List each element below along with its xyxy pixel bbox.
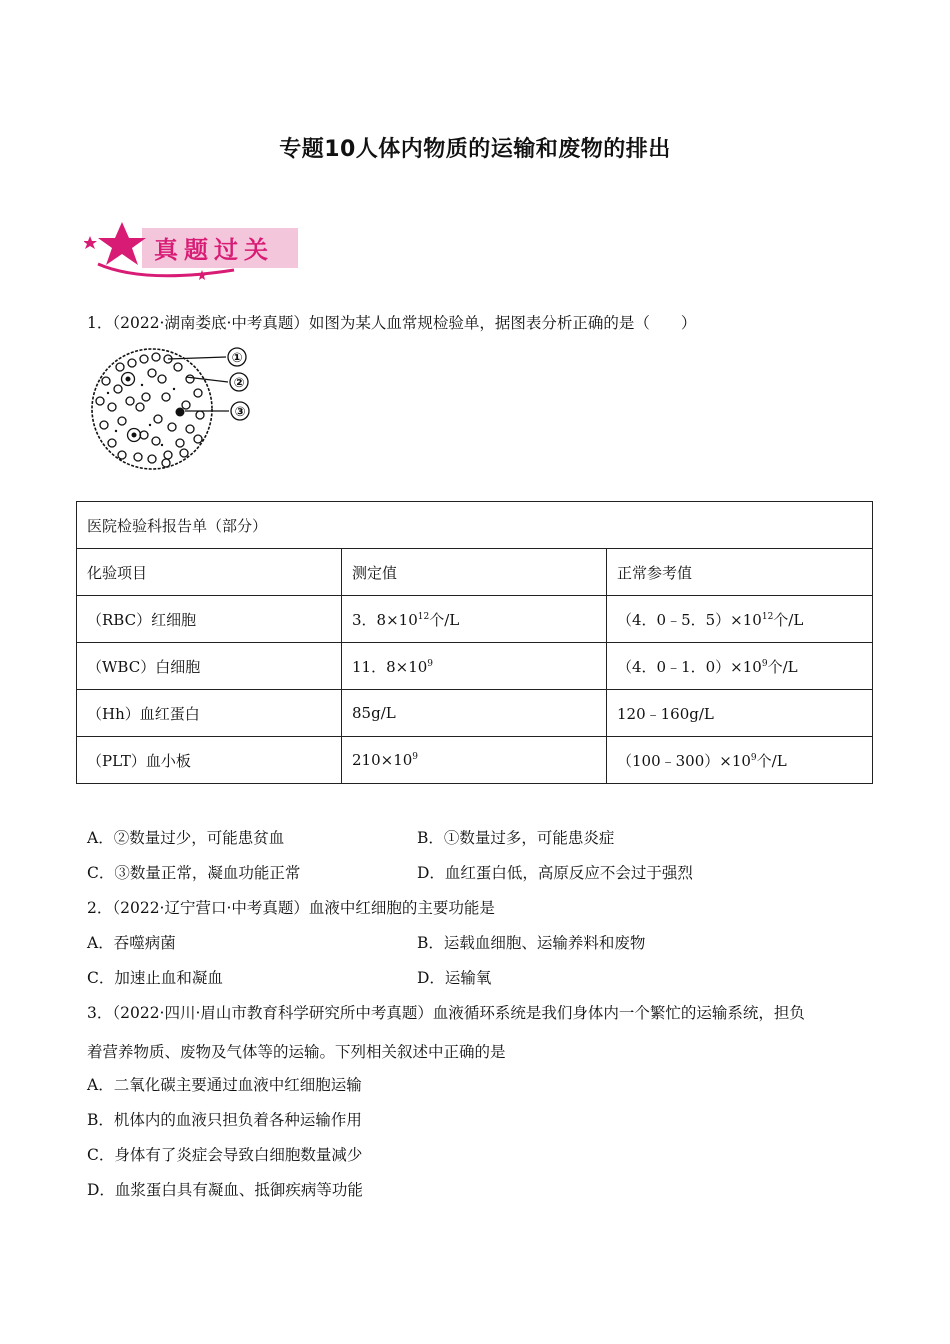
q2-option-c[interactable]: C．加速止血和凝血 bbox=[87, 969, 223, 987]
q1-stem: 1．（2022·湖南娄底·中考真题）如图为某人血常规检验单，据图表分析正确的是（ ） bbox=[87, 314, 697, 332]
page-title: 专题10人体内物质的运输和废物的排出 bbox=[279, 137, 671, 162]
q2-option-b[interactable]: B．运载血细胞、运输养料和废物 bbox=[417, 934, 646, 952]
q3-option-a[interactable]: A．二氧化碳主要通过血液中红细胞运输 bbox=[87, 1076, 362, 1094]
q2-option-a[interactable]: A．吞噬病菌 bbox=[87, 934, 176, 952]
q1-option-c[interactable]: C．③数量正常，凝血功能正常 bbox=[87, 864, 301, 882]
q1-option-d[interactable]: D．血红蛋白低，高原反应不会过于强烈 bbox=[417, 864, 693, 882]
cell-value: 85g/L bbox=[342, 690, 607, 737]
cell-value: 11．$8\times 10^9$ bbox=[342, 643, 607, 690]
q3-option-b[interactable]: B．机体内的血液只担负着各种运输作用 bbox=[87, 1111, 362, 1129]
cell-reference: 120﹣160g/L bbox=[607, 690, 873, 737]
label-1: ① bbox=[231, 351, 243, 366]
cell-value: $210\times 10^9$ bbox=[342, 737, 607, 784]
section-banner bbox=[84, 220, 300, 282]
cell-reference: $(100﹣300)\times 10^9$个/L bbox=[607, 737, 873, 784]
blood-cell-figure bbox=[82, 345, 262, 473]
label-2: ② bbox=[233, 376, 245, 391]
table-row bbox=[77, 737, 873, 784]
table-caption: 医院检验科报告单（部分） bbox=[77, 502, 873, 549]
q1-option-b[interactable]: B．①数量过多，可能患炎症 bbox=[417, 829, 615, 847]
cell-item: （Hh）血红蛋白 bbox=[77, 690, 342, 737]
label-3: ③ bbox=[234, 405, 246, 420]
table-row bbox=[77, 643, 873, 690]
cell-reference: （4．0﹣1．$0)\times 10^9$个/L bbox=[607, 643, 873, 690]
header-item: 化验项目 bbox=[77, 549, 342, 596]
cell-item: （WBC）白细胞 bbox=[77, 643, 342, 690]
q3-stem-line1: 3．（2022·四川·眉山市教育科学研究所中考真题）血液循环系统是我们身体内一个繁忙的运输系统，担负 bbox=[87, 1004, 805, 1022]
cell-reference: （4．0﹣5．$5)\times 10^{12}$个/L bbox=[607, 596, 873, 643]
cell-item: （RBC）红细胞 bbox=[77, 596, 342, 643]
q2-option-d[interactable]: D．运输氧 bbox=[417, 969, 492, 987]
q3-stem-line2: 着营养物质、废物及气体等的运输。下列相关叙述中正确的是 bbox=[87, 1043, 506, 1061]
header-value: 测定值 bbox=[342, 549, 607, 596]
q3-option-d[interactable]: D．血浆蛋白具有凝血、抵御疾病等功能 bbox=[87, 1181, 363, 1199]
banner-label: 真题过关 bbox=[154, 236, 274, 264]
table-row bbox=[77, 596, 873, 643]
star-banner-icon bbox=[84, 220, 300, 282]
q3-option-c[interactable]: C．身体有了炎症会导致白细胞数量减少 bbox=[87, 1146, 363, 1164]
table-row bbox=[77, 690, 873, 737]
q2-stem: 2．（2022·辽宁营口·中考真题）血液中红细胞的主要功能是 bbox=[87, 899, 495, 917]
header-reference: 正常参考值 bbox=[607, 549, 873, 596]
cell-item: （PLT）血小板 bbox=[77, 737, 342, 784]
q1-option-a[interactable]: A．②数量过少，可能患贫血 bbox=[87, 829, 285, 847]
cell-value: 3．$8\times 10^{12}$个/L bbox=[342, 596, 607, 643]
lab-report-table bbox=[76, 501, 873, 784]
table-header-row bbox=[77, 549, 873, 596]
table-caption-row bbox=[77, 502, 873, 549]
